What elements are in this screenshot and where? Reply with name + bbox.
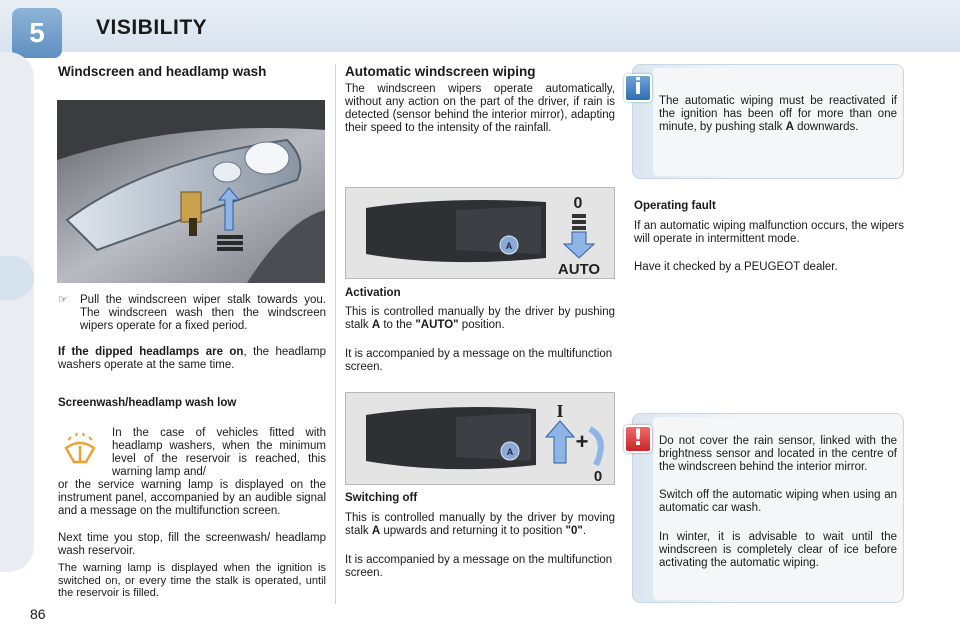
warning-exclamation-icon: ! bbox=[624, 425, 652, 453]
refill-instruction: Next time you stop, fill the screenwash/ headlamp wash reservoir. bbox=[58, 532, 326, 557]
switching-message-note: It is accompanied by a message on the multifunction screen. bbox=[345, 554, 613, 579]
dipped-rest: , the headlamp washers operate at the same time. bbox=[58, 346, 326, 371]
switching-text-post: . bbox=[582, 525, 587, 537]
stalk-label-a: A bbox=[505, 241, 513, 251]
warning-lamp-continued: or the service warning lamp is displayed on the instrument panel, accompanied by an audible signal and a message on the multifunction screen. bbox=[58, 479, 326, 517]
rain-sensor-warning: Do not cover the rain sensor, linked with the brightness sensor and located in the centre of the windscreen behind the interior mirror. bbox=[659, 435, 897, 473]
position-zero-label: 0 bbox=[573, 195, 583, 212]
activation-message-note: It is accompanied by a message on the multifunction screen. bbox=[345, 348, 613, 373]
dipped-bold: If the dipped headlamps are on bbox=[58, 346, 244, 358]
info-stalk-ref: A bbox=[785, 121, 794, 133]
car-wash-warning: Switch off the automatic wiping when using an automatic car wash. bbox=[659, 489, 897, 514]
info-text bbox=[659, 95, 897, 134]
activation-stalk-ref: A bbox=[371, 319, 381, 331]
column-divider bbox=[335, 64, 336, 604]
hand-pointer-icon: ☞ bbox=[58, 294, 68, 306]
operating-fault-title: Operating fault bbox=[634, 200, 716, 212]
switching-text-mid: upwards and returning it to position bbox=[380, 525, 566, 537]
activation-title: Activation bbox=[345, 287, 401, 299]
warning-lamp-note: The warning lamp is displayed when the ignition is switched on, or every time the stalk is operated, until the reservoir is filled. bbox=[58, 562, 326, 599]
info-text-post: downwards. bbox=[793, 121, 859, 133]
side-navigation-strip bbox=[0, 52, 34, 572]
bullet-pull-stalk bbox=[58, 294, 326, 333]
plus-label: + bbox=[575, 429, 589, 454]
winter-ice-warning: In winter, it is advisable to wait until the windscreen is completely clear of ice before activating the automatic wiping. bbox=[659, 531, 897, 569]
dealer-check-note: Have it checked by a PEUGEOT dealer. bbox=[634, 261, 838, 273]
headlamp-wash-photo bbox=[57, 100, 325, 283]
stalk-label-a: A bbox=[506, 447, 514, 457]
switching-off-text bbox=[345, 512, 615, 538]
operating-fault-text: If an automatic wiping malfunction occurs, the wipers will operate in intermittent mode. bbox=[634, 220, 904, 245]
auto-position-label: AUTO bbox=[557, 261, 601, 278]
info-text-pre: The automatic wiping must be reactivated if the ignition has been off for more than one minute, by pushing stalk bbox=[659, 95, 897, 133]
dipped-headlamps-note bbox=[58, 346, 326, 372]
page-number: 86 bbox=[30, 606, 46, 622]
switching-zero-ref: "0" bbox=[565, 525, 583, 537]
headlamp-illustration bbox=[57, 100, 325, 283]
switching-stalk-ref: A bbox=[371, 525, 381, 537]
switching-text-pre: This is controlled manually by the driver by moving stalk bbox=[345, 512, 615, 537]
activation-text-post: position. bbox=[458, 319, 505, 331]
bullet-text: Pull the windscreen wiper stalk towards you. The windscreen wash then the windscreen wipers operate for a fixed period. bbox=[80, 294, 326, 332]
screenwash-warning-lamp-icon bbox=[60, 432, 100, 468]
warning-lamp-text: In the case of vehicles fitted with headlamp washers, when the minimum level of the reservoir is reached, this warning lamp and/ bbox=[112, 427, 326, 478]
stalk-switch-off-figure bbox=[345, 392, 615, 485]
chapter-number-tab: 5 bbox=[12, 8, 62, 58]
stalk-activation-figure bbox=[345, 187, 615, 279]
position-one-label: I bbox=[556, 401, 564, 421]
automatic-wiping-intro: The windscreen wipers operate automatically, without any action on the part of the driver, if rain is detected (sensor behind the interior mirror), adapting their speed to the intensity of the rainfall. bbox=[345, 83, 615, 134]
activation-text-mid: to the bbox=[380, 319, 416, 331]
chapter-title: VISIBILITY bbox=[96, 16, 208, 39]
info-icon: i bbox=[624, 74, 652, 102]
section-title-automatic-wiping: Automatic windscreen wiping bbox=[345, 64, 536, 79]
position-zero-label: 0 bbox=[593, 468, 603, 485]
switching-off-title: Switching off bbox=[345, 492, 418, 504]
section-title-windscreen-wash: Windscreen and headlamp wash bbox=[58, 64, 267, 79]
activation-text bbox=[345, 306, 615, 332]
screenwash-low-title: Screenwash/headlamp wash low bbox=[58, 397, 237, 409]
activation-text-pre: This is controlled manually by the driver by pushing stalk bbox=[345, 306, 615, 331]
activation-auto-ref: "AUTO" bbox=[415, 319, 459, 331]
